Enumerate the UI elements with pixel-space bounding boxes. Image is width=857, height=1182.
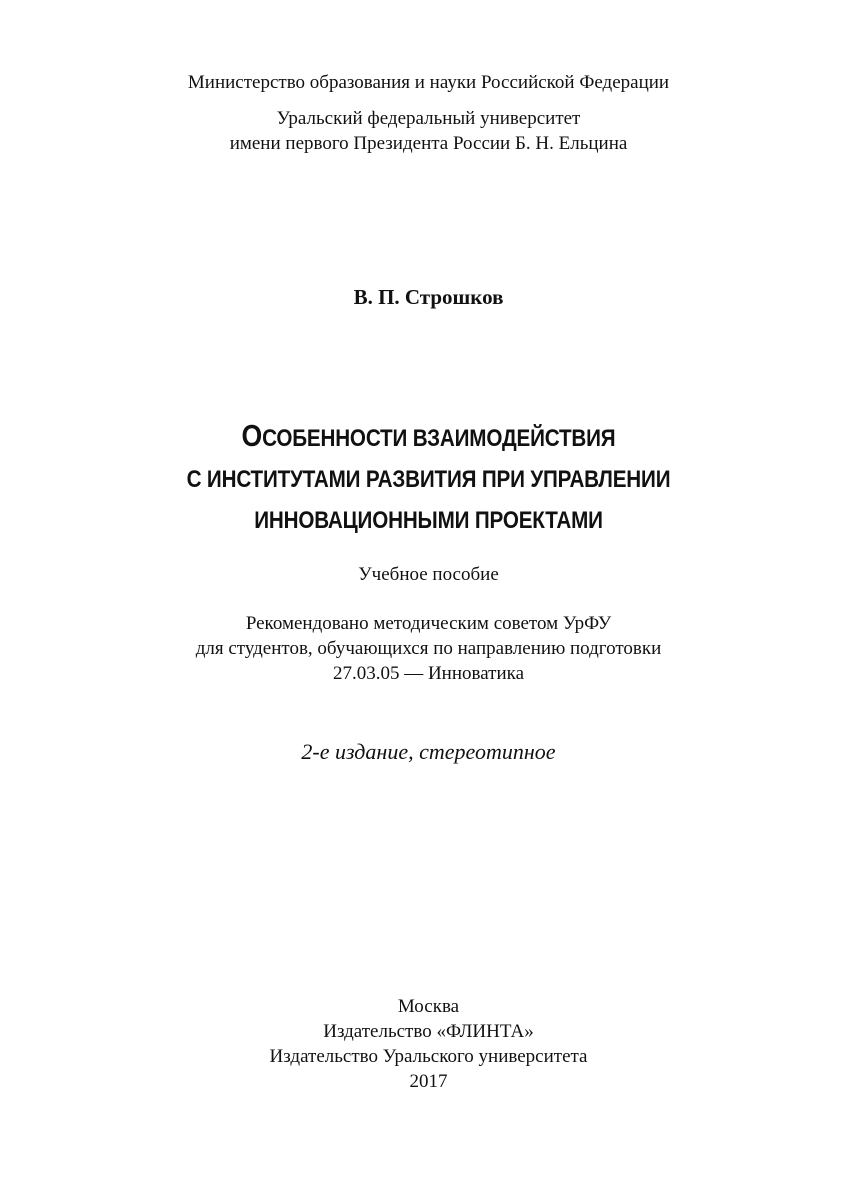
recommendation-line-2: для студентов, обучающихся по направлению подготовки xyxy=(195,638,662,659)
book-title-line-1 xyxy=(60,417,797,458)
book-title-line-3: ИННОВАЦИОННЫМИ ПРОЕКТАМИ xyxy=(254,507,603,534)
university-line-2: имени первого Президента России Б. Н. Ельцина xyxy=(229,133,628,154)
edition-note: 2-е издание, стереотипное xyxy=(301,739,556,764)
university-line-1: Уральский федеральный университет xyxy=(276,108,581,129)
imprint-publisher-1: Издательство «ФЛИНТА» xyxy=(323,1021,534,1042)
title-initial-letter: О xyxy=(241,418,263,453)
recommendation-line-3: 27.03.05 — Инноватика xyxy=(332,663,525,684)
imprint-year: 2017 xyxy=(409,1071,448,1092)
ministry-line: Министерство образования и науки Российской Федерации xyxy=(187,72,670,93)
title-line-1-rest: СОБЕННОСТИ ВЗАИМОДЕЙСТВИЯ xyxy=(262,425,616,452)
book-subtitle: Учебное пособие xyxy=(358,564,499,585)
recommendation-line-1: Рекомендовано методическим советом УрФУ xyxy=(245,613,612,634)
author-name: В. П. Строшков xyxy=(353,285,504,309)
imprint-city: Москва xyxy=(397,996,460,1017)
imprint-publisher-2: Издательство Уральского университета xyxy=(269,1046,588,1067)
book-title-line-2: С ИНСТИТУТАМИ РАЗВИТИЯ ПРИ УПРАВЛЕНИИ xyxy=(186,466,671,493)
